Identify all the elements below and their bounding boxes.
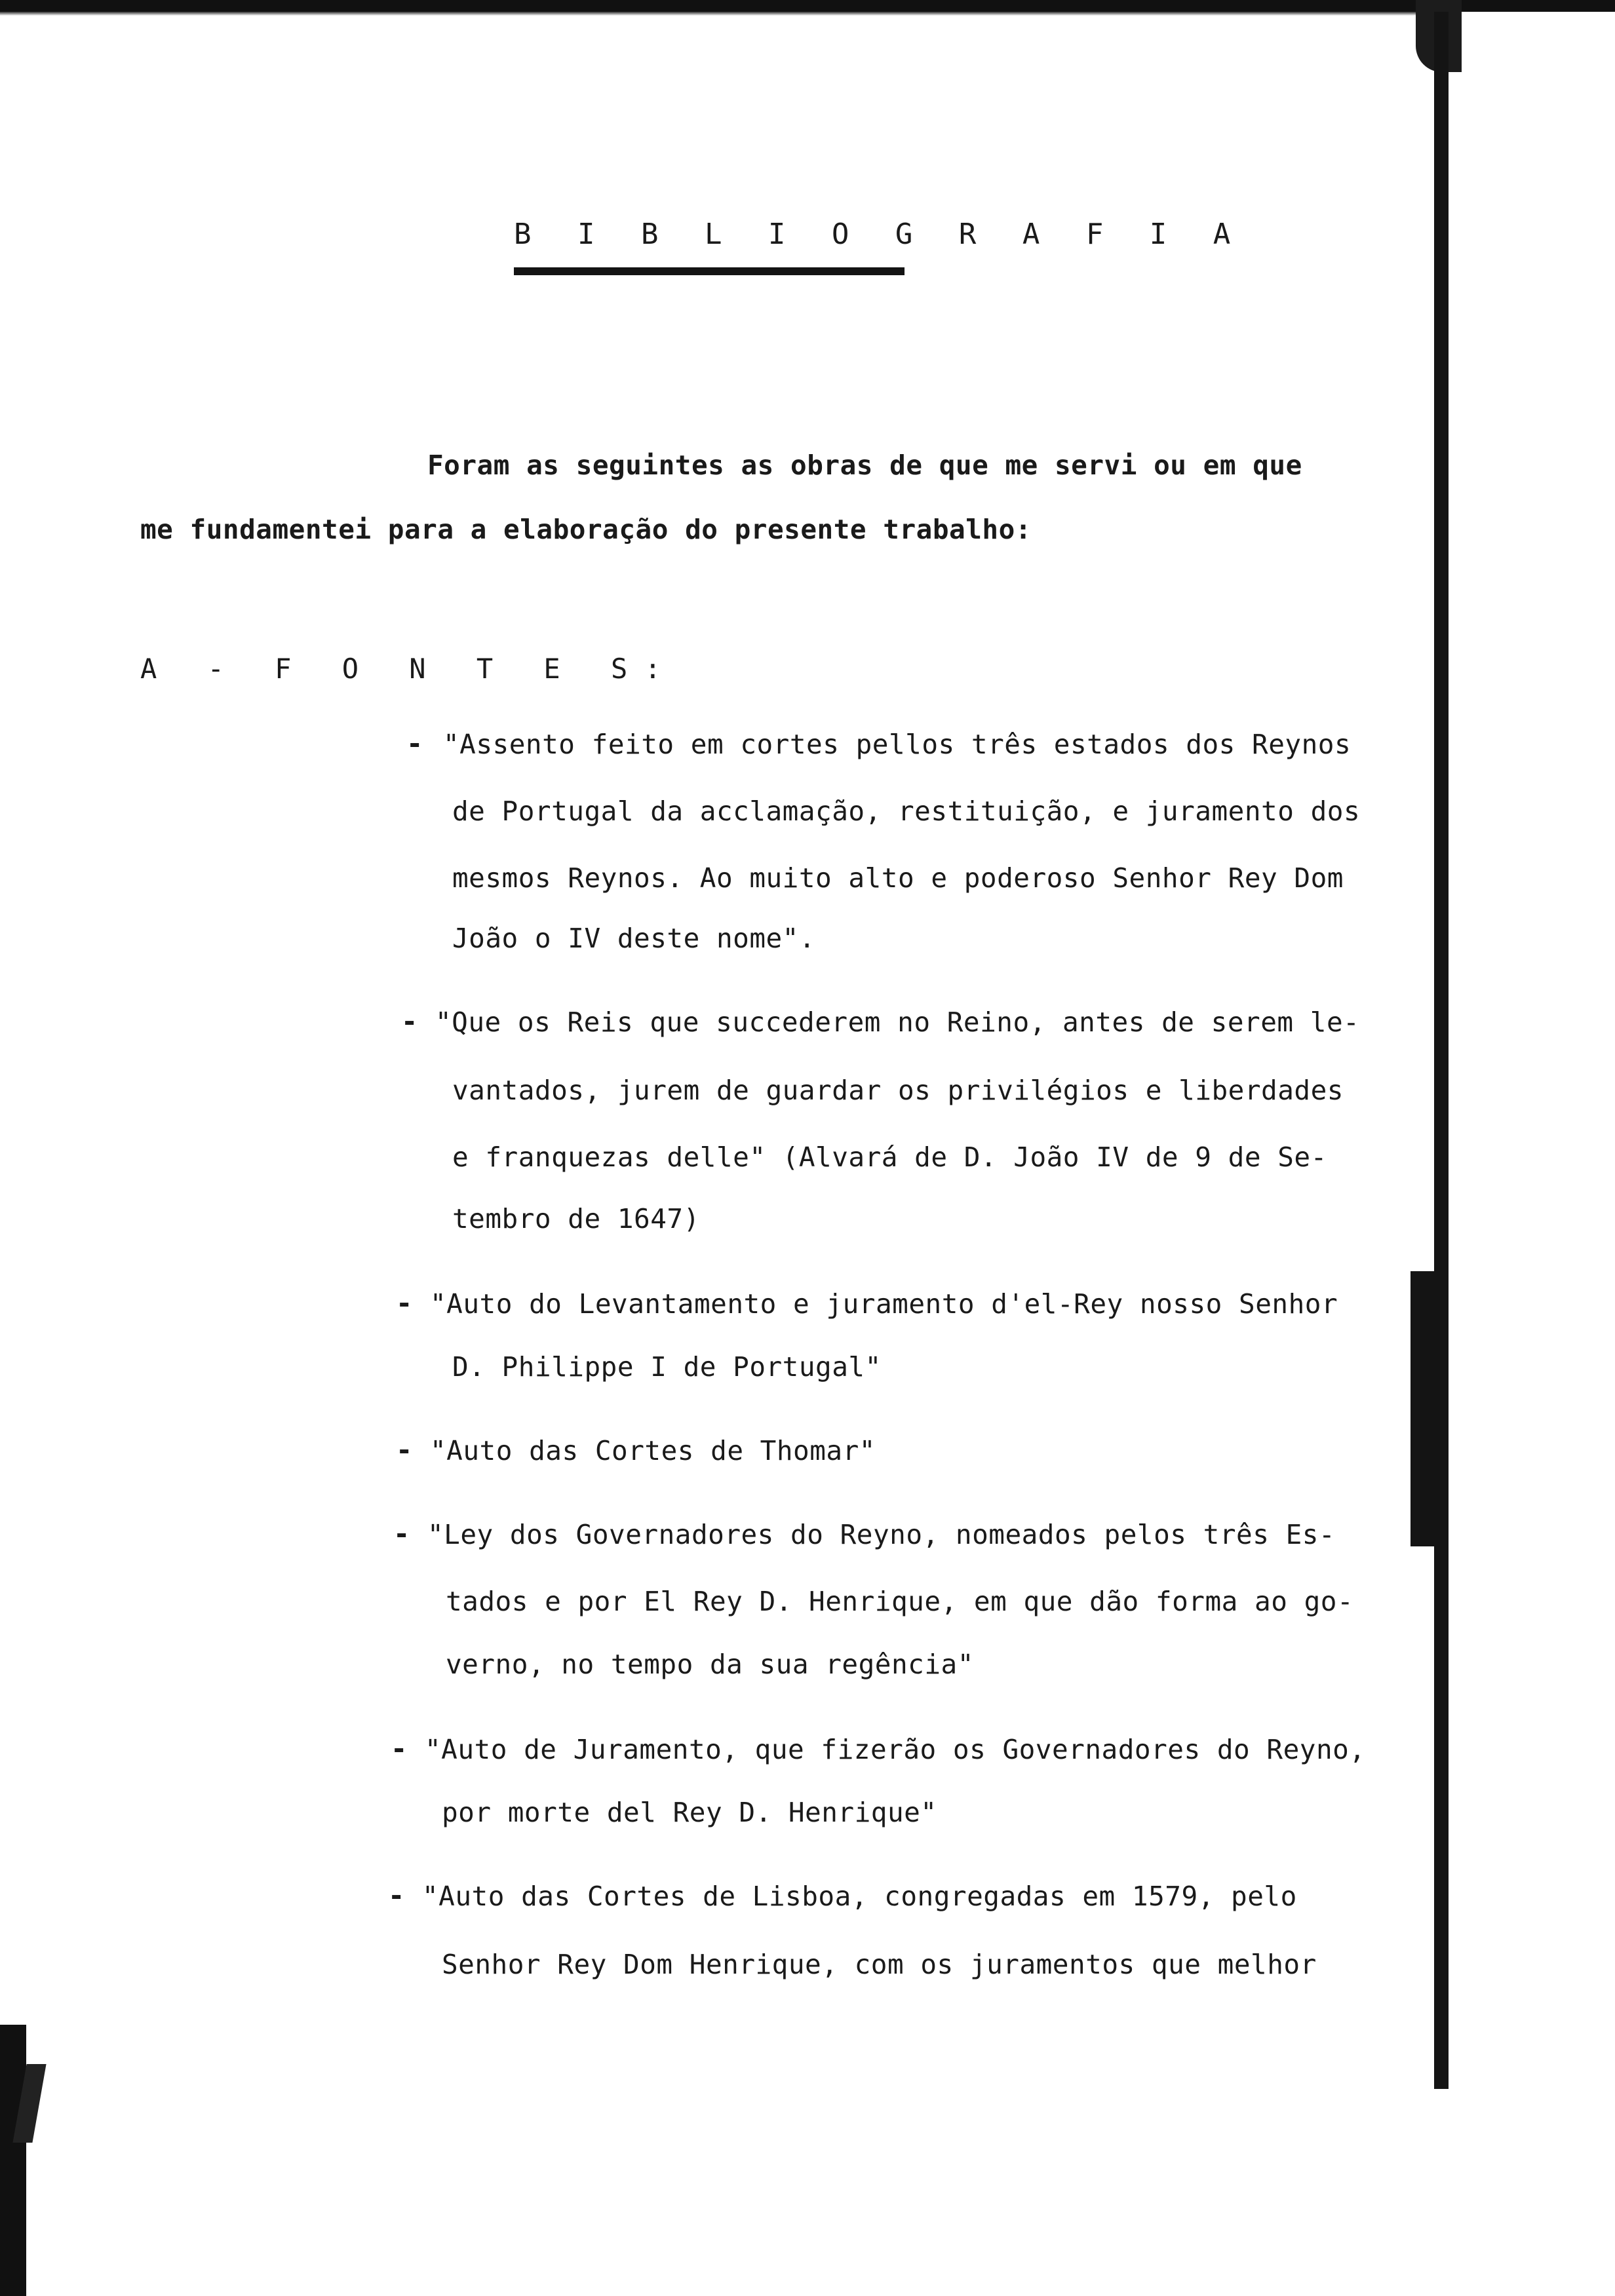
entry-line: "Ley dos Governadores do Reyno, nomeados pelos três Es- <box>427 1519 1336 1550</box>
entry-dash: - <box>406 727 423 759</box>
entry-dash: - <box>391 1732 408 1765</box>
entry-dash: - <box>396 1287 413 1319</box>
entry-line: "Auto das Cortes de Lisboa, congregadas em 1579, pelo <box>422 1881 1297 1912</box>
entry-line: "Auto das Cortes de Thomar" <box>430 1435 876 1466</box>
entry-line: tados e por El Rey D. Henrique, em que dão forma ao go- <box>446 1586 1354 1617</box>
scan-border-bottom-left <box>0 2025 26 2296</box>
entry-line: por morte del Rey D. Henrique" <box>442 1797 937 1828</box>
entry-line: e franquezas delle" (Alvará de D. João IV de 9 de Se- <box>452 1141 1327 1173</box>
entry-dash: - <box>401 1005 418 1037</box>
title-underline <box>514 267 905 275</box>
entry-line: João o IV deste nome". <box>452 923 816 954</box>
entry-line: "Que os Reis que succederem no Reino, antes de serem le- <box>435 1006 1360 1038</box>
entry-line: "Auto do Levantamento e juramento d'el-Rey nosso Senhor <box>430 1288 1338 1320</box>
entry-dash: - <box>396 1434 413 1466</box>
entry-dash: - <box>393 1518 410 1550</box>
entry-line: verno, no tempo da sua regência" <box>446 1649 974 1680</box>
entry-line: Senhor Rey Dom Henrique, com os juramentos que melhor <box>442 1949 1317 1980</box>
scan-border-top-shadow <box>0 12 1462 16</box>
entry-line: vantados, jurem de guardar os privilégios e liberdades <box>452 1075 1344 1106</box>
entry-line: "Auto de Juramento, que fizerão os Governadores do Reyno, <box>425 1734 1366 1765</box>
intro-line-1: Foram as seguintes as obras de que me servi ou em que <box>427 450 1302 481</box>
entry-line: de Portugal da acclamação, restituição, e juramento dos <box>452 795 1361 827</box>
entry-line: mesmos Reynos. Ao muito alto e poderoso Senhor Rey Dom <box>452 862 1344 894</box>
page-title: B I B L I O G R A F I A <box>514 218 1245 251</box>
entry-line: D. Philippe I de Portugal" <box>452 1351 882 1383</box>
entry-line: tembro de 1647) <box>452 1203 700 1234</box>
section-heading-fontes: A - F O N T E S: <box>140 653 678 685</box>
entry-dash: - <box>388 1879 405 1911</box>
scan-border-right <box>1434 12 1449 2089</box>
intro-line-2: me fundamentei para a elaboração do presente trabalho: <box>140 514 1032 545</box>
entry-line: "Assento feito em cortes pellos três estados dos Reynos <box>443 729 1352 760</box>
scan-border-right-notch <box>1411 1271 1437 1546</box>
scan-border-top <box>0 0 1615 12</box>
